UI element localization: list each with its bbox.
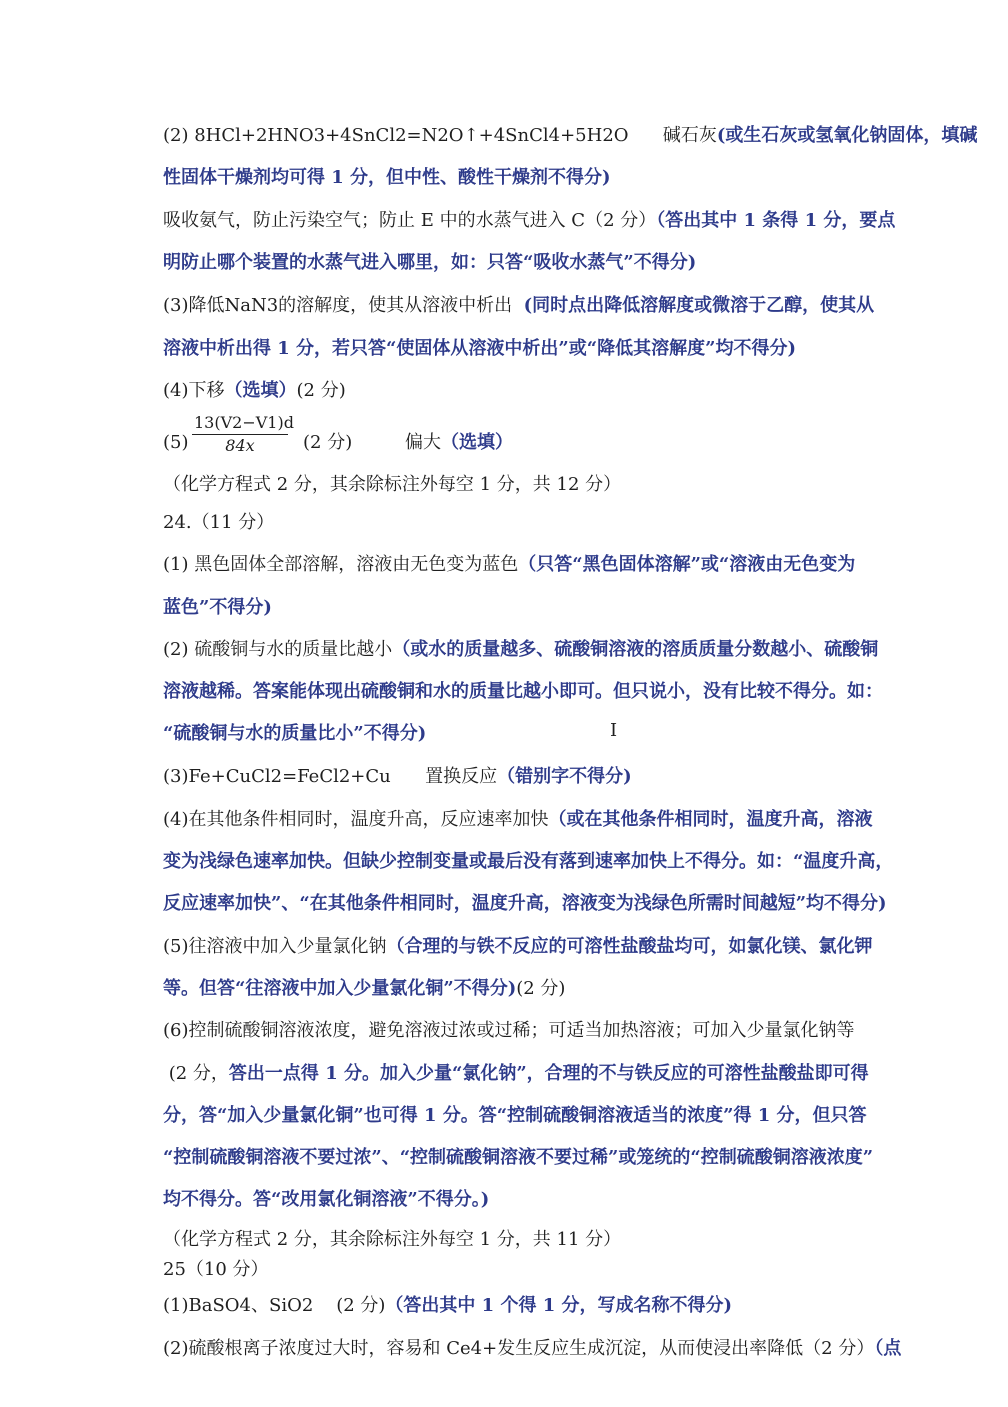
q23-5-answer: 偏大（选填） <box>405 432 513 453</box>
q24-1-hint-line: 蓝色”不得分) <box>163 597 272 618</box>
q23-5-label: (5) <box>163 432 189 453</box>
q23-5-fraction <box>192 412 294 457</box>
q23-5-score: (2 分) <box>303 432 353 453</box>
q24-4-line: (4)在其他条件相同时，温度升高，反应速率加快（或在其他条件相同时，温度升高，溶液 <box>163 809 873 830</box>
q23-2-answer-line: 吸收氨气，防止污染空气；防止 E 中的水蒸气进入 C（2 分）（答出其中 1 条得 1 分，要点 <box>163 210 896 231</box>
q23-2-hint-line: 性固体干燥剂均可得 1 分，但中性、酸性干燥剂不得分) <box>163 167 611 188</box>
fraction-denominator: 84x <box>225 436 255 455</box>
q24-5-line: (5)往溶液中加入少量氯化钠（合理的与铁不反应的可溶性盐酸盐均可，如氯化镁、氯化钾 <box>163 936 873 957</box>
q23-2-equation-line: (2) 8HCl+2HNO3+4SnCl2=N2O↑+4SnCl4+5H2O 碱石灰(或生石灰或氢氧化钠固体，填碱 <box>163 125 978 146</box>
text-cursor-icon: I <box>610 720 618 741</box>
q24-4-hint-line-2: 反应速率加快”、“在其他条件相同时，温度升高，溶液变为浅绿色所需时间越短”均不得分) <box>163 893 887 914</box>
q24-6-hint-line-4: 均不得分。答“改用氯化铜溶液”不得分。) <box>163 1189 490 1210</box>
q25-1-line: (1)BaSO4、SiO2 (2 分)（答出其中 1 个得 1 分，写成名称不得分) <box>163 1295 733 1316</box>
q24-3-line: (3)Fe+CuCl2=FeCl2+Cu 置换反应（错别字不得分) <box>163 766 632 787</box>
q25-title: 25（10 分） <box>163 1259 269 1280</box>
q24-5-hint-line: 等。但答“往溶液中加入少量氯化铜”不得分)(2 分) <box>163 978 566 999</box>
q25-2-line: (2)硫酸根离子浓度过大时，容易和 Ce4+发生反应生成沉淀，从而使浸出率降低（2 分）（点 <box>163 1338 902 1359</box>
fraction-numerator: 13(V2−V1)d <box>192 412 288 435</box>
q24-6-hint-line-2: 分，答“加入少量氯化铜”也可得 1 分。答“控制硫酸铜溶液适当的浓度”得 1 分，但只答 <box>163 1105 867 1126</box>
q23-score-note: （化学方程式 2 分，其余除标注外每空 1 分，共 12 分） <box>163 474 622 495</box>
q23-3-hint-line: 溶液中析出得 1 分，若只答“使固体从溶液中析出”或“降低其溶解度”均不得分) <box>163 338 796 359</box>
q24-6-hint-line: (2 分，答出一点得 1 分。加入少量“氯化钠”，合理的不与铁反应的可溶性盐酸盐即可得 <box>163 1063 869 1084</box>
q24-1-line: (1) 黑色固体全部溶解，溶液由无色变为蓝色（只答“黑色固体溶解”或“溶液由无色变为 <box>163 554 856 575</box>
q24-2-line: (2) 硫酸铜与水的质量比越小（或水的质量越多、硫酸铜溶液的溶质质量分数越小、硫酸铜 <box>163 639 879 660</box>
q24-title: 24.（11 分） <box>163 512 275 533</box>
q24-2-hint-line: 溶液越稀。答案能体现出硫酸铜和水的质量比越小即可。但只说小，没有比较不得分。如： <box>163 681 883 702</box>
q24-score-note: （化学方程式 2 分，其余除标注外每空 1 分，共 11 分） <box>163 1229 622 1250</box>
q24-2-hint-line-2: “硫酸铜与水的质量比小”不得分) <box>163 723 427 744</box>
q23-4-answer-line: (4)下移（选填）(2 分) <box>163 380 346 401</box>
q23-3-answer-line: (3)降低NaN3的溶解度，使其从溶液中析出 (同时点出降低溶解度或微溶于乙醇，使其从 <box>163 295 875 316</box>
q24-4-hint-line: 变为浅绿色速率加快。但缺少控制变量或最后没有落到速率加快上不得分。如：“温度升高， <box>163 851 894 872</box>
q23-2-hint-line-2: 明防止哪个装置的水蒸气进入哪里，如：只答“吸收水蒸气”不得分) <box>163 252 697 273</box>
q24-6-line: (6)控制硫酸铜溶液浓度，避免溶液过浓或过稀；可适当加热溶液；可加入少量氯化钠等 <box>163 1020 855 1041</box>
q24-6-hint-line-3: “控制硫酸铜溶液不要过浓”、“控制硫酸铜溶液不要过稀”或笼统的“控制硫酸铜溶液浓度” <box>163 1147 874 1168</box>
